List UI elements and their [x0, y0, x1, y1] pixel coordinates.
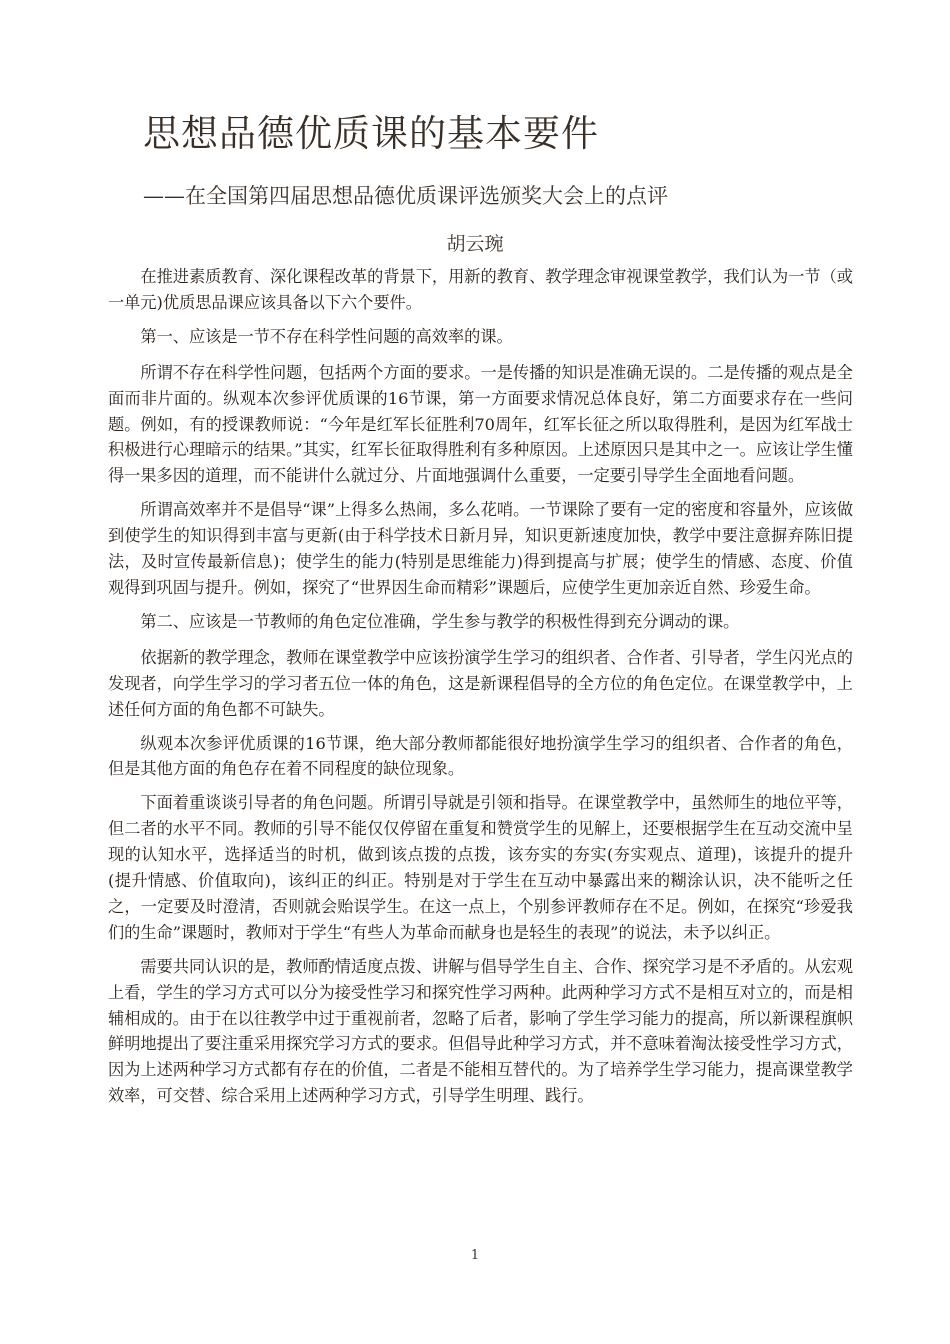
- page-number: 1: [470, 1248, 480, 1263]
- section-heading-2: 第二、应该是一节教师的角色定位准确，学生参与教学的积极性得到充分调动的课。: [140, 611, 740, 631]
- article-body: [108, 264, 853, 1117]
- paragraph: 所谓不存在科学性问题，包括两个方面的要求。一是传播的知识是准确无误的。二是传播的观点是全面而非片面的。纵观本次参评优质课的16节课，第一方面要求情况总体良好，第二方面要求存在一些问题。例如，有的授课教师说：“今年是红军长征胜利70周年，红军长征之所以取得胜利，是因为红军战士积极进行心理暗示的结果。”其实，红军长征取得胜利有多种原因。上述原因只是其中之一。应该让学生懂得一果多因的道理，而不能讲什么就过分、片面地强调什么重要，一定要引导学生全面地看问题。: [108, 362, 853, 486]
- paragraph: 纵观本次参评优质课的16节课，绝大部分教师都能很好地扮演学生学习的组织者、合作者的角色，但是其他方面的角色存在着不同程度的缺位现象。: [108, 733, 853, 779]
- paragraph-intro: 在推进素质教育、深化课程改革的背景下，用新的教育、教学理念审视课堂教学，我们认为一节（或一单元)优质思品课应该具备以下六个要件。: [108, 267, 853, 312]
- section-heading-1: 第一、应该是一节不存在科学性问题的高效率的课。: [140, 326, 513, 346]
- page-title: 思想品德优质课的基本要件: [143, 112, 599, 155]
- paragraph: 下面着重谈谈引导者的角色问题。所谓引导就是引领和指导。在课堂教学中，虽然师生的地位平等，但二者的水平不同。教师的引导不能仅仅停留在重复和赞赏学生的见解上，还要根据学生在互动交流中呈现的认知水平，选择适当的时机，做到该点拨的点拨，该夯实的夯实(夯实观点、道理)，该提升的提升(提升情感、价值取向)，该纠正的纠正。特别是对于学生在互动中暴露出来的糊涂认识，决不能听之任之，一定要及时澄清，否则就会贻误学生。在这一点上，个别参评教师存在不足。例如，在探究“珍爱我们的生命”课题时，教师对于学生“有些人为革命而献身也是轻生的表现”的说法，未予以纠正。: [108, 793, 853, 942]
- paragraph: 依据新的教学理念，教师在课堂教学中应该扮演学生学习的组织者、合作者、引导者，学生闪光点的发现者，向学生学习的学习者五位一体的角色，这是新课程倡导的全方位的角色定位。在课堂教学中，上述任何方面的角色都不可缺失。: [108, 647, 853, 719]
- paragraph: 需要共同认识的是，教师酌情适度点拨、讲解与倡导学生自主、合作、探究学习是不矛盾的。从宏观上看，学生的学习方式可以分为接受性学习和探究性学习两种。此两种学习方式不是相互对立的，而是相辅相成的。由于在以往教学中过于重视前者，忽略了后者，影响了学生学习能力的提高，所以新课程旗帜鲜明地提出了要注重采用探究学习方式的要求。但倡导此种学习方式，并不意味着淘汰接受性学习方式，因为上述两种学习方式都有存在的价值，二者是不能相互替代的。为了培养学生学习能力，提高课堂教学效率，可交替、综合采用上述两种学习方式，引导学生明理、践行。: [108, 956, 853, 1106]
- author-name: 胡云琬: [446, 233, 504, 255]
- paragraph: 所谓高效率并不是倡导“课”上得多么热闹，多么花哨。一节课除了要有一定的密度和容量外，应该做到使学生的知识得到丰富与更新(由于科学技术日新月异，知识更新速度加快，教学中要注意摒弃陈旧提法，及时宣传最新信息)；使学生的能力(特别是思维能力)得到提高与扩展；使学生的情感、态度、价值观得到巩固与提升。例如，探究了“世界因生命而精彩”课题后，应使学生更加亲近自然、珍爱生命。: [108, 500, 854, 597]
- page-subtitle: ——在全国第四届思想品德优质课评选颁奖大会上的点评: [143, 184, 668, 208]
